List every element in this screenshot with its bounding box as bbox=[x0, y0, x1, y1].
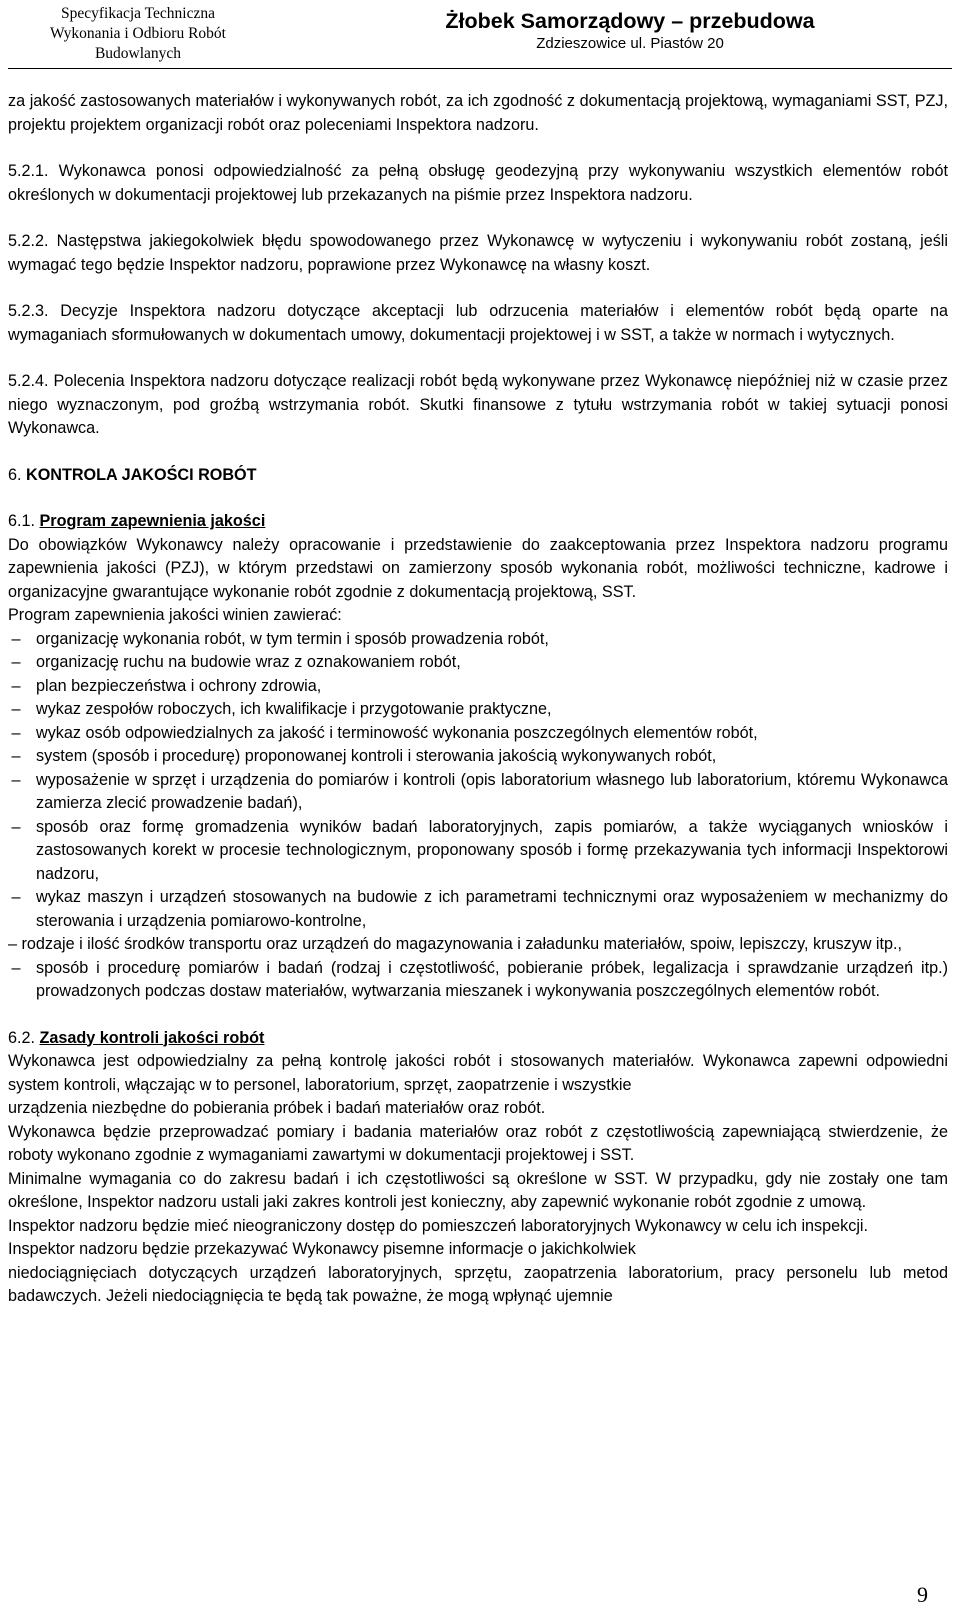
list-dash: – bbox=[11, 770, 21, 789]
list-item-text: wykaz osób odpowiedzialnych za jakość i terminowość wykonania poszczególnych elementów robót, bbox=[36, 723, 758, 742]
subsection-6-2-line: urządzenia niezbędne do pobierania próbek i badań materiałów oraz robót. bbox=[8, 1099, 546, 1117]
list-item-text: wykaz zespołów roboczych, ich kwalifikacje i przygotowanie praktyczne, bbox=[36, 700, 552, 718]
list-item bbox=[8, 816, 948, 887]
quality-program-list-intro: Program zapewnienia jakości winien zawierać: bbox=[8, 606, 342, 624]
paragraph-5-2-3: 5.2.3. Decyzje Inspektora nadzoru dotyczące akceptacji lub odrzucenia materiałów i elementów robót będą oparte na wymaganiach sformułowanych w dokumentach umowy, dokumentacji projektowej i w SST, a także w normach i wytycznych. bbox=[8, 302, 948, 344]
subsection-6-2-line: Wykonawca jest odpowiedzialny za pełną kontrolę jakości robót i stosowanych materiałów. Wykonawca zapewni odpowiedni system kontroli, włączając w to personel, laboratorium, sprzęt, zaopatrzenie i wszystkie bbox=[8, 1052, 948, 1094]
subsection-6-2-title: Zasady kontroli jakości robót bbox=[39, 1028, 265, 1047]
subsection-6-2-line: Minimalne wymagania co do zakresu badań i ich częstotliwości są określone w SST. W przypadku, gdy nie zostały one tam określone, Inspektor nadzoru ustali jaki zakres kontroli jest konieczny, aby zapewnić wykonanie robót zgodnie z umową. bbox=[8, 1169, 948, 1211]
paragraph-5-2-1: 5.2.1. Wykonawca ponosi odpowiedzialność za pełną obsługę geodezyjną przy wykonywaniu wszystkich elementów robót określonych w dokumentacji projektowej lub przekazanych na piśmie przez Inspektora nadzoru. bbox=[8, 162, 948, 204]
list-dash: – bbox=[11, 747, 21, 765]
list-dash: – bbox=[11, 958, 21, 977]
subsection-6-1-title: Program zapewnienia jakości bbox=[39, 512, 266, 530]
subsection-6-2-heading bbox=[8, 1027, 948, 1051]
spec-title-line-3: Budowlanych bbox=[94, 45, 182, 62]
list-item bbox=[8, 745, 948, 769]
section-6-title: KONTROLA JAKOŚCI ROBÓT bbox=[26, 465, 257, 484]
spec-title-block bbox=[8, 4, 268, 64]
list-item-text: plan bezpieczeństwa i ochrony zdrowia, bbox=[36, 676, 322, 695]
section-6-number: 6. bbox=[8, 465, 26, 484]
subsection-6-1-text: Do obowiązków Wykonawcy należy opracowanie i przedstawienie do zaakceptowania przez Inspektora nadzoru programu zapewnienia jakości (PZJ), w którym przedstawi on zamierzony sposób wykonania robót, możliwości techniczne, kadrowe i organizacyjne gwarantujące wykonanie robót zgodnie z dokumentacją projektową, SST. bbox=[8, 535, 948, 601]
list-dash: – bbox=[11, 629, 21, 648]
list-item-text: wykaz maszyn i urządzeń stosowanych na budowie z ich parametrami technicznymi oraz wyposażeniem w mechanizmy do sterowania i urządzenia pomiarowo-kontrolne, bbox=[36, 888, 948, 930]
list-item-text: – rodzaje i ilość środków transportu oraz urządzeń do magazynowania i załadunku materiałów, spoiw, lepiszczy, kruszyw itp., bbox=[8, 935, 903, 953]
subsection-6-2-line: Inspektor nadzoru będzie przekazywać Wykonawcy pisemne informacje o jakichkolwiek bbox=[8, 1240, 636, 1258]
project-title: Żłobek Samorządowy – przebudowa bbox=[445, 9, 815, 33]
list-item-text: system (sposób i procedurę) proponowanej kontroli i sterowania jakością wykonywanych robót, bbox=[36, 747, 717, 765]
document-body bbox=[8, 90, 948, 1309]
list-item bbox=[8, 628, 948, 652]
paragraph-5-2-2: 5.2.2. Następstwa jakiegokolwiek błędu spowodowanego przez Wykonawcę w wytyczeniu i wykonywaniu robót zostaną, jeśli wymagać tego będzie Inspektor nadzoru, poprawione przez Wykonawcę na własny koszt. bbox=[8, 232, 948, 274]
subsection-6-2-line: Inspektor nadzoru będzie mieć nieograniczony dostęp do pomieszczeń laboratoryjnych Wykonawcy w celu ich inspekcji. bbox=[8, 1216, 869, 1235]
subsection-6-1-heading bbox=[8, 510, 948, 534]
list-dash: – bbox=[11, 817, 21, 836]
list-dash: – bbox=[11, 888, 21, 906]
list-item bbox=[8, 698, 948, 722]
subsection-6-2-number: 6.2. bbox=[8, 1028, 40, 1047]
section-6-heading bbox=[8, 464, 948, 488]
list-item-text: organizację wykonania robót, w tym termin i sposób prowadzenia robót, bbox=[36, 629, 549, 648]
paragraph-5-2-4: 5.2.4. Polecenia Inspektora nadzoru dotyczące realizacji robót będą wykonywane przez Wykonawcę niepóźniej niż w czasie przez niego wyznaczonym, pod groźbą wstrzymania robót. Skutki finansowe z tytułu wstrzymania robót w takiej sytuacji ponosi Wykonawca. bbox=[8, 372, 948, 437]
list-item-text: sposób i procedurę pomiarów i badań (rodzaj i częstotliwość, pobieranie próbek, legalizacja i sprawdzanie urządzeń itp.) prowadzonych podczas dostaw materiałów, wytwarzania mieszanek i wykonywania poszczególnych elementów robót. bbox=[36, 958, 948, 1000]
paragraph-continuation: za jakość zastosowanych materiałów i wykonywanych robót, za ich zgodność z dokumentacją projektową, wymaganiami SST, PZJ, projektu projektem organizacji robót oraz poleceniami Inspektora nadzoru. bbox=[8, 92, 948, 134]
page-header bbox=[8, 4, 952, 66]
list-item bbox=[8, 933, 948, 957]
list-item bbox=[8, 722, 948, 746]
list-dash: – bbox=[11, 676, 21, 695]
page-number: 9 bbox=[917, 1582, 928, 1607]
list-item bbox=[8, 769, 948, 816]
project-title-block bbox=[308, 8, 952, 54]
list-item-text: organizację ruchu na budowie wraz z oznakowaniem robót, bbox=[36, 653, 461, 671]
list-item bbox=[8, 675, 948, 699]
spec-title-line-2: Wykonania i Odbioru Robót bbox=[49, 25, 226, 42]
quality-program-requirements-list bbox=[8, 628, 948, 1004]
list-dash: – bbox=[11, 723, 21, 742]
subsection-6-2-line: niedociągnięciach dotyczących urządzeń laboratoryjnych, sprzętu, zaopatrzenia laboratorium, pracy personelu lub metod badawczych. Jeżeli niedociągnięcia te będą tak poważne, że mogą wpłynąć ujemnie bbox=[8, 1263, 948, 1305]
project-address: Zdzieszowice ul. Piastów 20 bbox=[536, 35, 724, 52]
list-item-text: sposób oraz formę gromadzenia wyników badań laboratoryjnych, zapis pomiarów, a także wyciąganych wniosków i zastosowanych korekt w procesie technologicznym, proponowany sposób i formę przekazywania tych informacji Inspektorowi nadzoru, bbox=[36, 817, 948, 883]
list-item bbox=[8, 651, 948, 675]
list-item-text: wyposażenie w sprzęt i urządzenia do pomiarów i kontroli (opis laboratorium własnego lub laboratorium, któremu Wykonawca zamierza zlecić prowadzenie badań), bbox=[36, 770, 948, 812]
list-item bbox=[8, 957, 948, 1004]
list-dash: – bbox=[11, 653, 21, 671]
subsection-6-2-line: Wykonawca będzie przeprowadzać pomiary i badania materiałów oraz robót z częstotliwością zapewniającą stwierdzenie, że roboty wykonano zgodnie z wymaganiami zawartymi w dokumentacji projektowej i SST. bbox=[8, 1122, 948, 1164]
list-dash: – bbox=[11, 700, 21, 718]
list-item bbox=[8, 886, 948, 933]
spec-title-line-1: Specyfikacja Techniczna bbox=[61, 5, 215, 22]
subsection-6-1-number: 6.1. bbox=[8, 512, 40, 530]
header-divider bbox=[8, 68, 952, 69]
